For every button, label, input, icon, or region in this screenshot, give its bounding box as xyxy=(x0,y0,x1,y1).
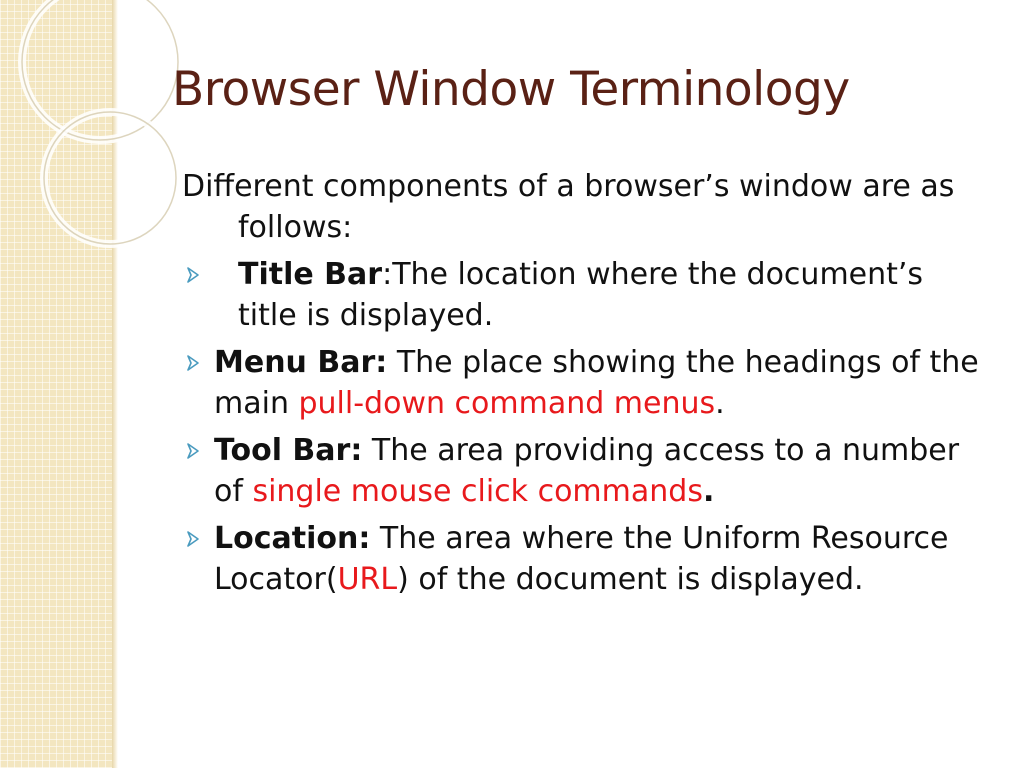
item-text: The place showing the headings of the main xyxy=(214,345,979,421)
list-item-tool-bar xyxy=(182,430,982,512)
list-item-title-bar xyxy=(182,254,982,336)
item-text: The area where the Uniform Resource Locator( xyxy=(214,521,949,597)
arrow-bullet-icon xyxy=(184,266,202,284)
list-item-location xyxy=(182,518,982,600)
slide-body xyxy=(182,166,982,606)
term-separator xyxy=(370,521,380,556)
item-text-end: ) of the document is displayed. xyxy=(397,562,864,597)
term-label: Location: xyxy=(214,521,371,556)
term-label: Menu Bar: xyxy=(214,345,388,380)
item-text-end: . xyxy=(715,386,725,421)
term-separator: : xyxy=(382,257,393,292)
intro-paragraph: Different components of a browser’s window are as follows: xyxy=(182,169,955,245)
term-label: Title Bar xyxy=(238,257,383,292)
term-label: Tool Bar: xyxy=(214,433,363,468)
item-text-end: . xyxy=(702,474,715,509)
arrow-bullet-icon xyxy=(184,354,202,372)
list-item-menu-bar xyxy=(182,342,982,424)
item-text: The area providing access to a number of xyxy=(214,433,960,509)
term-separator xyxy=(387,345,397,380)
decorative-rings xyxy=(0,0,200,260)
arrow-bullet-icon xyxy=(184,530,202,548)
highlighted-text: pull-down command menus xyxy=(298,386,716,421)
term-separator xyxy=(362,433,372,468)
highlighted-text: URL xyxy=(337,562,398,597)
item-text: The location where the document’s title is displayed. xyxy=(238,257,924,333)
highlighted-text: single mouse click commands xyxy=(252,474,703,509)
arrow-bullet-icon xyxy=(184,442,202,460)
slide-title: Browser Window Terminology xyxy=(172,62,850,117)
